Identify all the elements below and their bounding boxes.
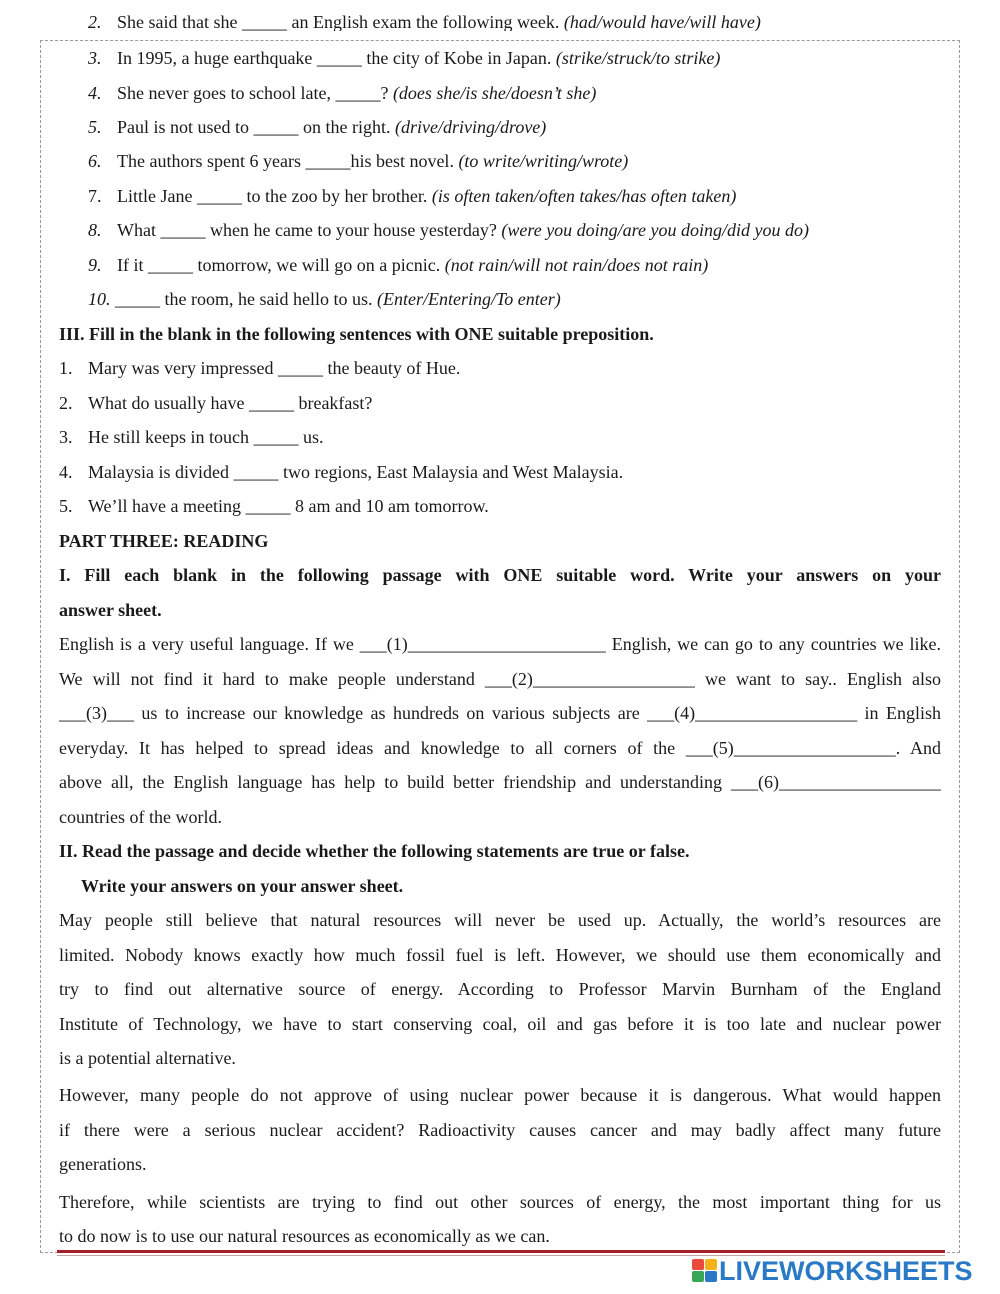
liveworksheets-logo[interactable]	[692, 1257, 973, 1285]
list-item: 5. We’ll have a meeting _____ 8 am and 10 am tomorrow.	[59, 496, 489, 516]
list-item: 3. He still keeps in touch _____ us.	[59, 427, 324, 447]
passage-line: above all, the English language has help to build better friendship and understanding ___(6)__________________	[59, 772, 941, 792]
logo-block	[705, 1259, 717, 1270]
list-item: 8. What _____ when he came to your house yesterday? (were you doing/are you doing/did you do)	[88, 220, 809, 240]
section-heading-cont: answer sheet.	[59, 600, 162, 620]
logo-block	[692, 1271, 704, 1282]
list-item: 6. The authors spent 6 years _____his best novel. (to write/writing/wrote)	[88, 151, 629, 171]
passage-line: ___(3)___ us to increase our knowledge as hundreds on various subjects are ___(4)__________________ in English	[59, 703, 941, 723]
passage-line: try to find out alternative source of energy. According to Professor Marvin Burnham of the England	[59, 979, 941, 999]
section-heading-cont: Write your answers on your answer sheet.	[81, 876, 404, 896]
passage-line: We will not find it hard to make people understand ___(2)__________________ we want to say.. English also	[59, 669, 941, 689]
list-item: 7. Little Jane _____ to the zoo by her brother. (is often taken/often takes/has often taken)	[88, 186, 737, 206]
list-item: 10. _____ the room, he said hello to us. (Enter/Entering/To enter)	[88, 289, 561, 309]
logo-block	[692, 1259, 704, 1270]
logo-text: LIVEWORKSHEETS	[719, 1256, 973, 1286]
footer-rule	[57, 1250, 945, 1253]
passage-line: everyday. It has helped to spread ideas and knowledge to all corners of the ___(5)__________________. And	[59, 738, 941, 758]
section-heading: I. Fill each blank in the following passage with ONE suitable word. Write your answers on your	[59, 565, 941, 585]
list-item: 5. Paul is not used to _____ on the right. (drive/driving/drove)	[88, 117, 547, 137]
list-item: 4. She never goes to school late, _____? (does she/is she/doesn’t she)	[88, 83, 597, 103]
list-item: 4. Malaysia is divided _____ two regions, East Malaysia and West Malaysia.	[59, 462, 624, 482]
list-item: 9. If it _____ tomorrow, we will go on a picnic. (not rain/will not rain/does not rain)	[88, 255, 709, 275]
list-item: 3. In 1995, a huge earthquake _____ the city of Kobe in Japan. (strike/struck/to strike)	[88, 48, 721, 68]
passage-line: Therefore, while scientists are trying to find out other sources of energy, the most important thing for us	[59, 1192, 941, 1212]
passage-line: limited. Nobody knows exactly how much fossil fuel is left. However, we should use them economically and	[59, 945, 941, 965]
passage-line: English is a very useful language. If we ___(1)______________________ English, we can go to any countries we like.	[59, 634, 941, 654]
passage-line: to do now is to use our natural resources as economically as we can.	[59, 1226, 550, 1246]
section-heading: II. Read the passage and decide whether the following statements are true or false.	[59, 841, 690, 861]
list-item: 2. What do usually have _____ breakfast?	[59, 393, 373, 413]
list-item: 1. Mary was very impressed _____ the beauty of Hue.	[59, 358, 461, 378]
passage-line: However, many people do not approve of using nuclear power because it is dangerous. What would happen	[59, 1085, 941, 1105]
list-item: 2. She said that she _____ an English exam the following week. (had/would have/will have)	[88, 12, 761, 31]
passage-line: is a potential alternative.	[59, 1048, 236, 1068]
passage-line: if there were a serious nuclear accident? Radioactivity causes cancer and may badly affect many future	[59, 1120, 941, 1140]
passage-line: May people still believe that natural resources will never be used up. Actually, the world’s resources are	[59, 910, 941, 930]
passage-line: countries of the world.	[59, 807, 222, 827]
logo-block	[705, 1271, 717, 1282]
passage-line: Institute of Technology, we have to start conserving coal, oil and gas before it is too late and nuclear power	[59, 1014, 941, 1034]
passage-line: generations.	[59, 1154, 147, 1174]
liveworksheets-blocks-icon	[692, 1259, 718, 1283]
part-heading: PART THREE: READING	[59, 531, 269, 551]
section-heading: III. Fill in the blank in the following sentences with ONE suitable preposition.	[59, 324, 654, 344]
